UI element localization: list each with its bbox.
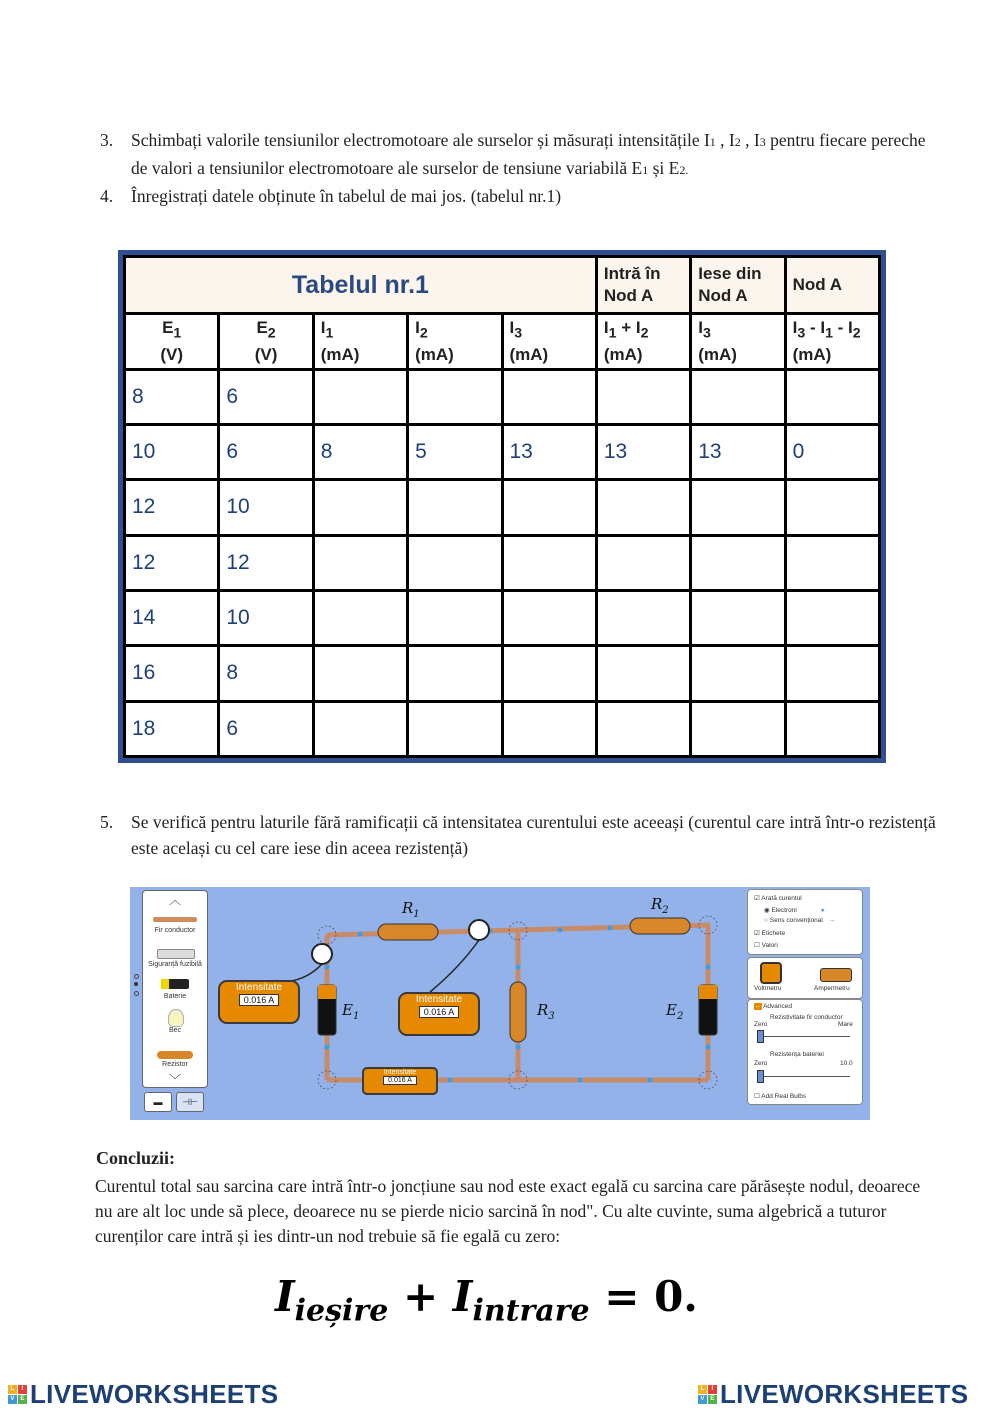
advanced-toggle[interactable]: – Advanced [756,1003,792,1010]
table-cell-answer[interactable] [313,535,407,590]
resistor-r3 [510,982,526,1042]
table-column-headers [125,314,880,369]
resistor-r2 [630,918,690,934]
table-cell-answer[interactable] [596,369,690,424]
ammeter-value: 0.016 A [239,994,280,1006]
table-cell-given: 18 [125,701,219,756]
table-title: Tabelul nr.1 [125,257,597,314]
battery-e2-cap [699,985,717,999]
col-header-i1: $I_1$ (mA) [313,314,407,369]
table-cell-answer[interactable] [502,480,596,535]
table-cell-answer[interactable] [502,535,596,590]
table-cell-answer[interactable] [785,646,879,701]
tools-panel [747,957,863,999]
col-header-i3: $I_3$ (mA) [502,314,596,369]
table-cell-answer[interactable] [408,590,502,645]
col-header-e2: $E_2$ (V) [219,314,313,369]
chevron-up-icon[interactable]: ︿ [168,893,181,907]
table-cell-answer[interactable] [596,646,690,701]
table-cell-answer[interactable]: 13 [596,425,690,480]
advanced-panel [747,999,863,1105]
header-enter-node: Intră în Nod A [596,257,690,314]
table-cell-answer[interactable] [502,590,596,645]
table-cell-answer[interactable] [596,590,690,645]
logo-mark-icon: L I V E [698,1385,717,1404]
ammeter-title: Intensitate [415,994,463,1005]
table-row [125,701,880,756]
ammeter-1[interactable] [218,980,300,1024]
table-cell-given: 14 [125,590,219,645]
table-cell-answer[interactable] [785,535,879,590]
table-cell-answer[interactable] [502,369,596,424]
col-header-i2: $I_2$ (mA) [408,314,502,369]
wire-res-slider-track[interactable] [758,1036,850,1037]
table-cell-answer[interactable] [785,701,879,756]
ammeter-title: Intensitate [383,1069,417,1076]
table-cell-answer[interactable] [785,480,879,535]
table-cell-given: 10 [125,425,219,480]
palette-item-battery[interactable]: Baterie [163,993,187,1000]
table-cell-answer[interactable] [408,480,502,535]
header-exit-node: Iese din Nod A [691,257,785,314]
palette-item-resistor[interactable]: Rezistor [162,1061,188,1068]
table-cell-answer[interactable]: 13 [691,425,785,480]
table-row [125,535,880,590]
table-cell-answer[interactable] [785,369,879,424]
label-e1: $E_1$ [342,1001,360,1022]
table-cell-answer[interactable] [313,646,407,701]
col-header-i1-plus-i2: $I_1 + I_2$ (mA) [596,314,690,369]
battery-res-min: Zero [754,1060,768,1067]
table-cell-answer[interactable]: 13 [502,425,596,480]
step-5 [100,809,940,861]
table-cell-answer[interactable] [785,590,879,645]
table-cell-given: 16 [125,646,219,701]
battery-e1-cap [318,985,336,999]
table-cell-given: 12 [125,535,219,590]
probe-cable-2 [430,940,479,992]
table-header-row [125,257,880,314]
table-row [125,590,880,645]
table-cell-answer[interactable] [596,480,690,535]
table-cell-answer[interactable] [691,701,785,756]
table-cell-given: 6 [219,701,313,756]
table-cell-given: 12 [125,480,219,535]
kirchhoff-formula: $I_{ieșire} + I_{intrare} = 0$. [275,1272,698,1329]
label-e2: $E_2$ [666,1001,684,1022]
ammeter-value: 0.016 A [419,1006,460,1018]
voltmeter-label: Voltmetru [754,985,782,992]
wire-res-min: Zero [754,1021,768,1028]
palette-item-fuse[interactable]: Siguranță fuzibilă [148,961,202,968]
ammeter-value: 0.016 A [383,1076,417,1085]
table-row [125,369,880,424]
table-row [125,646,880,701]
battery-res-slider-thumb[interactable] [757,1070,764,1083]
table-cell-answer[interactable] [408,369,502,424]
liveworksheets-logo-left[interactable]: L I V E LIVEWORKSHEETS [8,1379,278,1410]
ammeter-tool-icon[interactable] [820,968,852,982]
step-text: Înregistrați datele obținute în tabelul de mai jos. (tabelul nr.1) [131,186,562,206]
table-cell-answer[interactable] [408,646,502,701]
col-header-i3-minus: $I_3 - I_1 - I_2$ (mA) [785,314,879,369]
ammeter-3[interactable] [362,1067,438,1095]
ammeter-2[interactable] [398,992,480,1036]
lifelike-view-toggle[interactable]: ▬ [144,1092,172,1112]
conclusions-heading: Concluzii: [96,1148,175,1168]
table-row [125,425,880,480]
ammeter-label: Ampermetru [814,985,850,992]
table-cell-answer[interactable]: 0 [785,425,879,480]
table-cell-answer[interactable] [691,369,785,424]
logo-mark-icon: L I V E [8,1385,27,1404]
battery-res-slider-track[interactable] [758,1076,850,1077]
voltmeter-icon[interactable] [760,962,782,984]
table-cell-given: 8 [219,646,313,701]
table-cell-answer[interactable] [691,535,785,590]
conclusions-text: Curentul total sau sarcina care intră într-o joncțiune sau nod este exact egală cu sarcina care părăsește nodul, deoarece nu are alt loc unde să plece, deoarece nu se pierde nicio sarcină în nod". Cu alte cuvinte, suma algebrică a tuturor curenților care intră și ies dintr-un nod trebuie să fie egală cu zero: [95,1176,921,1246]
table-cell-answer[interactable]: 8 [313,425,407,480]
table-cell-answer[interactable] [691,590,785,645]
chevron-down-icon[interactable]: ﹀ [168,1073,181,1087]
table-cell-given: 6 [219,369,313,424]
label-r2: $R_2$ [651,895,669,916]
data-table [118,250,886,763]
table-body [125,369,880,756]
palette-item-bulb[interactable]: Bec [168,1027,182,1034]
ammeter-title: Intensitate [235,982,283,993]
battery-res-max: 10.0 [840,1060,853,1067]
step-3 [100,127,940,183]
table-cell-answer[interactable] [502,646,596,701]
header-node: Nod A [785,257,879,314]
electrons-radio[interactable]: ◉ Electroni ● [764,907,825,914]
table-cell-answer[interactable] [691,480,785,535]
step-number: 4. [100,186,114,206]
real-bulbs-checkbox[interactable]: ☐ Add Real Bulbs [754,1093,807,1100]
table-cell-answer[interactable] [596,701,690,756]
table-cell-answer[interactable]: 5 [408,425,502,480]
label-r3: $R_3$ [537,1001,555,1022]
table-row [125,480,880,535]
battery-res-label: Rezistența bateriei [770,1051,824,1058]
step-text: Se verifică pentru laturile fără ramificații că intensitatea curentului este aceeași (curentul care intră într-o rezistență este același cu cel care iese din aceea rezistență) [131,812,936,858]
table-cell-answer[interactable] [502,701,596,756]
step-number: 3. [100,130,114,150]
ammeter-probe-2 [469,920,489,940]
liveworksheets-logo-right[interactable]: L I V E LIVEWORKSHEETS [698,1379,968,1410]
table-cell-answer[interactable] [408,535,502,590]
table-cell-answer[interactable] [691,646,785,701]
resistor-r1 [378,924,438,940]
wire-resistivity-label: Rezistivitate fir conductor [770,1014,843,1021]
labels-checkbox[interactable]: ☑ Etichete [754,930,786,937]
values-checkbox[interactable]: ☐ Valori [754,942,778,949]
table-cell-given: 8 [125,369,219,424]
label-r1: $R_1$ [402,899,420,920]
palette-item-wire[interactable]: Fir conductor [154,927,196,934]
wire-res-max: Mare [838,1021,853,1028]
ammeter-probe-1 [312,944,332,964]
instructions-top [100,127,940,209]
col-header-e1: $E_1$ (V) [125,314,219,369]
step-number: 5. [100,812,114,832]
step-text: Schimbați valorile tensiunilor electromotoare ale surselor și măsurați intensitățile I1 , I2 , I3 pentru fiecare pereche de valori a tensiunilor electromotoare ale surselor de tensiune variabilă E1 și E2. [131,130,926,178]
table-cell-given: 12 [219,535,313,590]
table-cell-answer[interactable] [313,590,407,645]
circuit-simulation [130,887,870,1120]
conventional-radio[interactable]: ○ Sens convențional → [764,917,836,924]
table-cell-answer[interactable] [313,701,407,756]
table-cell-answer[interactable] [408,701,502,756]
table-cell-given: 6 [219,425,313,480]
table-cell-answer[interactable] [596,535,690,590]
table-cell-answer[interactable] [313,369,407,424]
schematic-view-toggle[interactable]: ⊣⊢ [176,1092,204,1112]
table-cell-given: 10 [219,480,313,535]
col-header-i3-out: $I_3$ (mA) [691,314,785,369]
wire-res-slider-thumb[interactable] [757,1030,764,1043]
step-4 [100,183,940,209]
show-current-checkbox[interactable]: ☑ Arată curentul [754,895,802,902]
display-options-panel [747,889,863,955]
table-cell-given: 10 [219,590,313,645]
instructions-step5 [100,809,940,861]
table-cell-answer[interactable] [313,480,407,535]
